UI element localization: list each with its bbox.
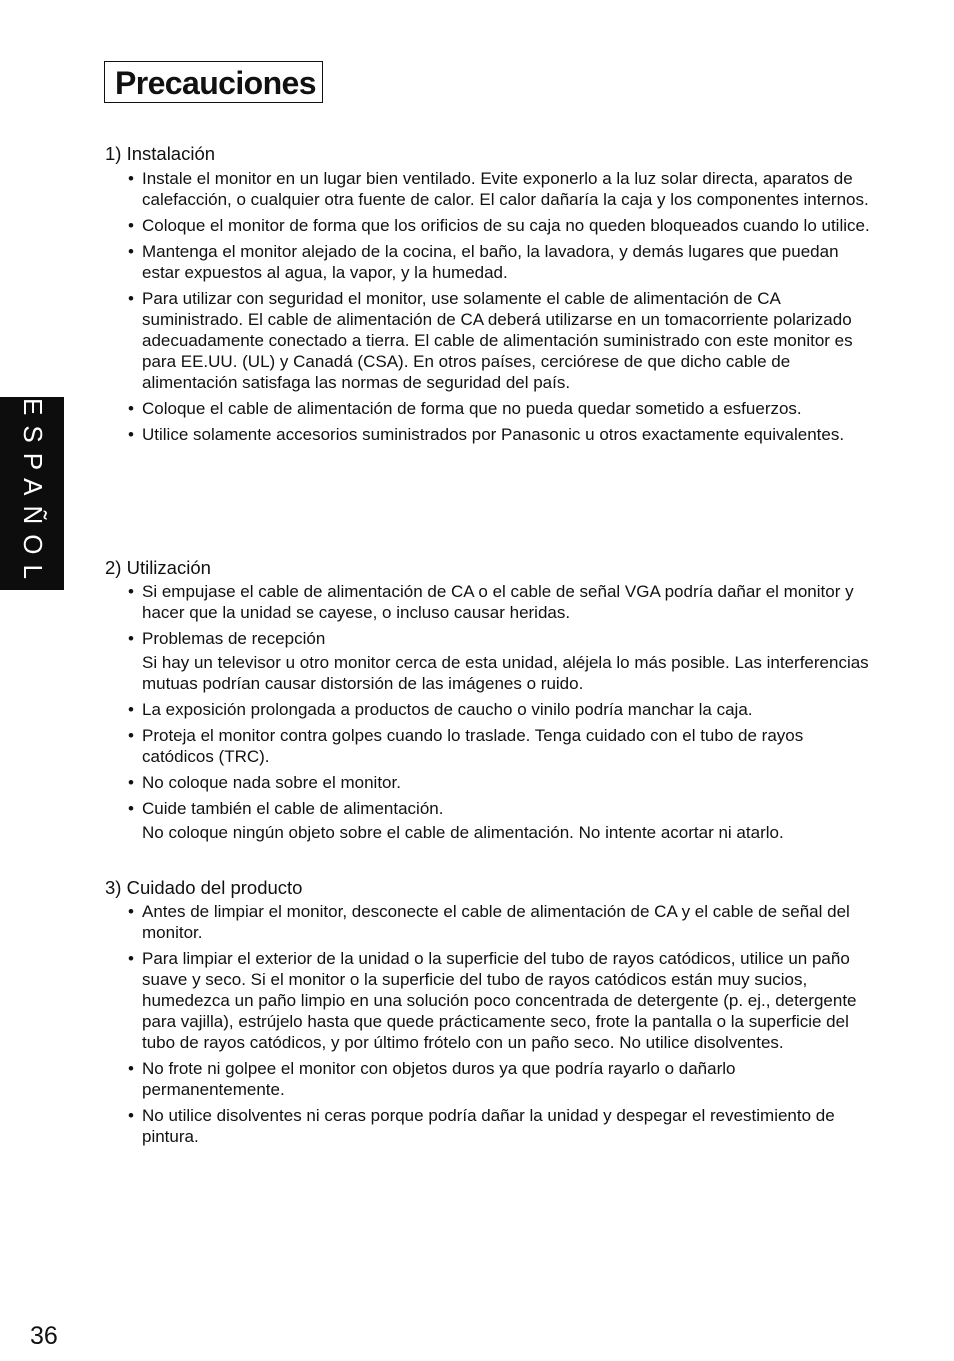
page-number: 36: [30, 1322, 58, 1350]
list-item: • No utilice disolventes ni ceras porque podría dañar la unidad y despegar el revestimiento de pintura.: [0, 1105, 872, 1147]
list-item: • No coloque nada sobre el monitor.: [0, 772, 872, 793]
list-item: • Cuide también el cable de alimentación.: [0, 798, 872, 819]
page-title-box: [104, 61, 323, 103]
list-item: • Instale el monitor en un lugar bien ventilado. Evite exponerlo a la luz solar directa, aparatos de calefacción, o cualquier otra fuente de calor. El calor dañaría la caja y los componentes internos.: [0, 168, 872, 210]
language-side-tab-label: ESPAÑOL: [17, 398, 48, 589]
list-item: • Si empujase el cable de alimentación de CA o el cable de señal VGA podría dañar el monitor y hacer que la unidad se cayese, o incluso causar heridas.: [0, 581, 872, 623]
section-heading: 2) Utilización: [105, 557, 211, 578]
list-item: • Mantenga el monitor alejado de la cocina, el baño, la lavadora, y demás lugares que puedan estar expuestos al agua, la vapor, y la humedad.: [0, 241, 872, 283]
list-item: • Para limpiar el exterior de la unidad o la superficie del tubo de rayos catódicos, utilice un paño suave y seco. Si el monitor o la superficie del tubo de rayos catódicos están muy sucios, humedezca un paño limpio en una solución poco concentrada de detergente (p. ej., detergente para vajilla), estrújelo hasta que quede prácticamente seco, frote la pantalla o la superficie del tubo de rayos catódicos, y por último frótelo con un paño seco. No utilice disolventes.: [0, 948, 872, 1053]
list-item: • La exposición prolongada a productos de caucho o vinilo podría manchar la caja.: [0, 699, 872, 720]
list-item-continuation: No coloque ningún objeto sobre el cable de alimentación. No intente acortar ni atarlo.: [142, 823, 784, 842]
list-item: • Proteja el monitor contra golpes cuando lo traslade. Tenga cuidado con el tubo de rayos catódicos (TRC).: [0, 725, 872, 767]
list-item: • Problemas de recepción: [0, 628, 872, 649]
list-item: • Utilice solamente accesorios suministrados por Panasonic u otros exactamente equivalentes.: [0, 424, 872, 445]
section-heading: 1) Instalación: [105, 143, 216, 164]
list-item: • No frote ni golpee el monitor con objetos duros ya que podría rayarlo o dañarlo permanentemente.: [0, 1058, 872, 1100]
list-item-continuation: Si hay un televisor u otro monitor cerca de esta unidad, aléjela lo más posible. Las interferencias mutuas podrían causar distorsión de las imágenes o ruido.: [142, 653, 869, 693]
item-list: [0, 581, 872, 848]
list-item: • Para utilizar con seguridad el monitor, use solamente el cable de alimentación de CA suministrado. El cable de alimentación de CA deberá utilizarse en un tomacorriente polarizado adecuadamente conectado a tierra. El cable de alimentación suministrado con este monitor es para EE.UU. (UL) y Canadá (CSA). En otros países, cerciórese de que dicho cable de alimentación satisfaga las normas de seguridad del país.: [0, 288, 872, 393]
list-item: • Antes de limpiar el monitor, desconecte el cable de alimentación de CA y el cable de señal del monitor.: [0, 901, 872, 943]
list-item: • Coloque el monitor de forma que los orificios de su caja no queden bloqueados cuando lo utilice.: [0, 215, 872, 236]
item-list: [0, 168, 872, 450]
page-title: Precauciones: [115, 65, 316, 101]
section-heading: 3) Cuidado del producto: [105, 877, 303, 898]
item-list: [0, 901, 872, 1152]
list-item: • Coloque el cable de alimentación de forma que no pueda quedar sometido a esfuerzos.: [0, 398, 872, 419]
